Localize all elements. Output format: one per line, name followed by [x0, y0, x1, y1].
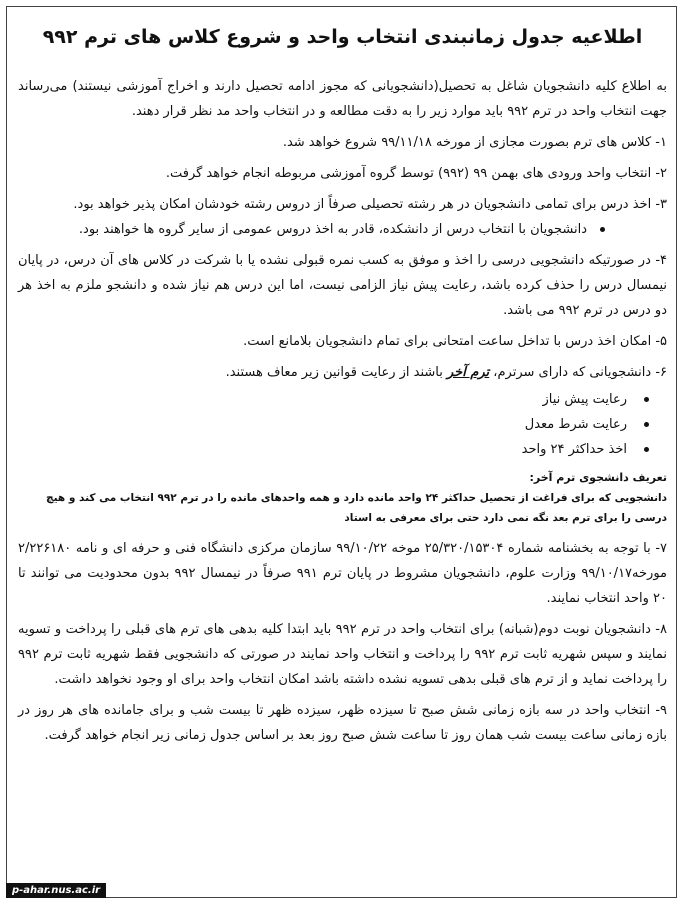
- item-6-bullet-3: اخذ حداکثر ۲۴ واحد: [18, 437, 667, 462]
- item-7: ۷- با توجه به بخشنامه شماره ۲۵/۳۲۰/۱۵۳۰۴ موخه ۹۹/۱۰/۲۲ سازمان مرکزی دانشگاه فنی و حرفه ای و نامه ۲/۲۲۶۱۸۰ مورخه۹۹/۱۰/۱۷ وزارت علوم، دانشجویان مشروط در پایان ترم ۹۹۱ صرفاً در نیمسال ۹۹۲ بدون محدودیت می توانند تا ۲۰ واحد انتخاب نمایند.: [18, 541, 668, 606]
- item-6-bullet-2: رعایت شرط معدل: [18, 412, 667, 437]
- item-8: ۸- دانشجویان نوبت دوم(شبانه) برای انتخاب واحد در ترم ۹۹۲ باید ابتدا کلیه بدهی های ترم های قبلی را پرداخت و تسویه نمایند و سپس شهریه ثابت ترم ۹۹۲ را پرداخت و انتخاب واحد نمایند در صورتی که دانشجویی فقط شهریه ثابت ترم ۹۹۲ را پرداخت نماید و از ترم های قبلی بدهی تسویه نشده داشته باشد امکان انتخاب واحد برای او وجود نخواهد داشت.: [18, 622, 667, 687]
- item-3: ۳- اخذ درس برای تمامی دانشجویان در هر رشته تحصیلی صرفاً از دروس رشته خودشان امکان پذیر خواهد بود.: [73, 197, 667, 212]
- item-6: [18, 360, 667, 385]
- item-6-post: باشند از رعایت قوانین زیر معاف هستند.: [225, 365, 447, 380]
- item-3-bullet: [18, 217, 667, 242]
- bullet-icon: [644, 447, 649, 452]
- bullet-icon: [644, 397, 649, 402]
- item-4: ۴- در صورتیکه دانشجویی درسی را اخذ و موفق به کسب نمره قبولی نشده یا با شرکت در کلاس های آن درس، در پایان نیمسال درس را حذف کرده باشد، رعایت پیش نیاز الزامی نیست، اما این درس هم نیاز شده و دانشجو ملزم به اخذ هر دو درس در ترم ۹۹۲ می باشد.: [18, 253, 667, 318]
- item-3-bullet-text: دانشجویان با انتخاب درس از دانشکده، قادر به اخذ دروس عمومی از سایر گروه ها خواهند بود.: [78, 222, 587, 237]
- bullet-icon: [644, 422, 649, 427]
- item-6-term: ترم آخر: [446, 365, 490, 380]
- document-body: [18, 22, 667, 754]
- item-5: ۵- امکان اخذ درس با تداخل ساعت امتحانی برای تمام دانشجویان بلامانع است.: [243, 334, 667, 349]
- site-watermark: p-ahar.nus.ac.ir: [6, 883, 106, 898]
- definition-title: تعریف دانشجوی ترم آخر:: [529, 471, 667, 484]
- page-title: اطلاعیه جدول زمانبندی انتخاب واحد و شروع کلاس های ترم ۹۹۲: [42, 26, 643, 48]
- item-2: ۲- انتخاب واحد ورودی های بهمن ۹۹ (۹۹۲) توسط گروه آموزشی مربوطه انجام خواهد گرفت.: [165, 166, 667, 181]
- item-6-bullet-1: رعایت پیش نیاز: [18, 387, 667, 412]
- definition-body: دانشجویی که برای فراغت از تحصیل حداکثر ۲۴ واحد مانده دارد و همه واحدهای مانده را در ترم ۹۹۲ انتخاب می کند و هیچ درسی را برای ترم بعد نگه نمی دارد حتی برای معرفی به استاد: [46, 492, 667, 524]
- item-9: ۹- انتخاب واحد در سه بازه زمانی شش صبح تا سیزده ظهر، سیزده ظهر تا بیست شب و برای جامانده های هر روز در بازه زمانی ساعت بیست شب همان روز تا ساعت شش صبح روز بعد بر اساس جدول زمانی زیر انجام خواهد گرفت.: [18, 703, 667, 743]
- item-1: ۱- کلاس های ترم بصورت مجازی از مورخه ۹۹/۱۱/۱۸ شروع خواهد شد.: [282, 135, 667, 150]
- intro-paragraph: به اطلاع کلیه دانشجویان شاغل به تحصیل(دانشجویانی که مجوز ادامه تحصیل دارند و اخراج آموزشی نیستند) می‌رساند جهت انتخاب واحد در ترم ۹۹۲ باید موارد زیر را به دقت مطالعه و در انتخاب واحد مد نظر قرار دهند.: [18, 79, 667, 119]
- item-6-pre: ۶- دانشجویانی که دارای سرترم،: [489, 365, 667, 380]
- bullet-icon: [600, 227, 605, 232]
